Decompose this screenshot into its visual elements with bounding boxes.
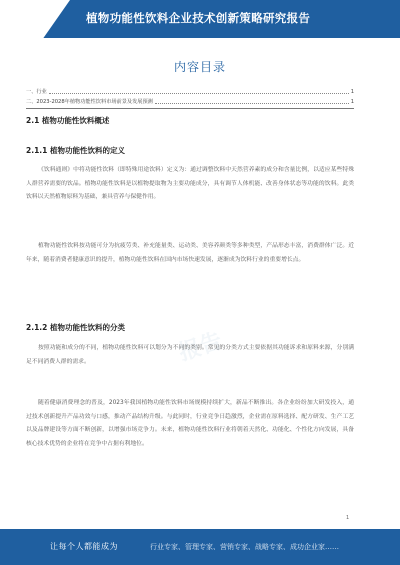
- page-number: 1: [346, 515, 350, 521]
- paragraph: 《饮料通则》中将功能性饮料（即特殊用途饮料）定义为：通过调整饮料中天然营养素的成分和含量比例，以适应某些特殊人群营养需要的饮品。植物功能性饮料是以植物提取物为主要功能成分，具有调节人体机能、改善身体状态等功能的饮料。此类饮料以天然植物原料为基础，兼具营养与保健作用。: [26, 167, 354, 200]
- report-title: 植物功能性饮料企业技术创新策略研究报告: [86, 11, 311, 25]
- paragraph: 植物功能性饮料按功能可分为抗疲劳类、补充能量类、运动类、美容养颜类等多种类型，产品形态丰富，消费群体广泛。近年来，随着消费者健康意识的提升，植物功能性饮料在国内市场快速发展，逐渐成为饮料行业的重要增长点。: [26, 243, 354, 263]
- header-white-notch: [0, 0, 70, 38]
- report-header: [0, 0, 400, 38]
- section-heading: 2.1 植物功能性饮料概述: [26, 116, 110, 125]
- watermark: 报告: [175, 328, 226, 367]
- toc-item-page: 1: [350, 89, 354, 95]
- footer-tags: 行业专家、管理专家、营销专家、战略专家、成功企业家……: [150, 543, 339, 551]
- toc-leader-dots: [49, 92, 349, 94]
- paragraph: 按照功能和成分的不同，植物功能性饮料可以划分为不同的类别。常见的分类方式主要依据其功能诉求和原料来源，分别满足不同消费人群的需求。: [26, 345, 354, 365]
- footer-slogan: 让每个人都能成为: [50, 542, 118, 551]
- toc-item[interactable]: [26, 88, 354, 95]
- toc-title: 内容目录: [173, 60, 226, 74]
- toc-item-label: 一、行业: [26, 89, 47, 95]
- toc-item-label: 二、2023-2028年植物功能性饮料市场前景及发展预测: [26, 99, 153, 105]
- report-footer: [0, 529, 400, 565]
- toc-item-page: 1: [350, 99, 354, 105]
- paragraph: 随着健康消费理念的普及，2023年我国植物功能性饮料市场规模持续扩大，新品不断推出。各企业纷纷加大研发投入，通过技术创新提升产品功效与口感，推动产品结构升级。与此同时，行业竞争日趋激烈，企业需在原料选择、配方研发、生产工艺以及品牌建设等方面不断创新，以增强市场竞争力。未来，植物功能性饮料行业将朝着天然化、功能化、个性化方向发展，具备核心技术优势的企业将在竞争中占据有利地位。: [26, 400, 354, 447]
- subsection-heading: 2.1.2 植物功能性饮料的分类: [26, 323, 125, 332]
- toc-divider: [26, 108, 354, 109]
- subsection-heading: 2.1.1 植物功能性饮料的定义: [26, 146, 125, 155]
- toc-leader-dots: [155, 102, 349, 104]
- toc-item[interactable]: [26, 98, 354, 105]
